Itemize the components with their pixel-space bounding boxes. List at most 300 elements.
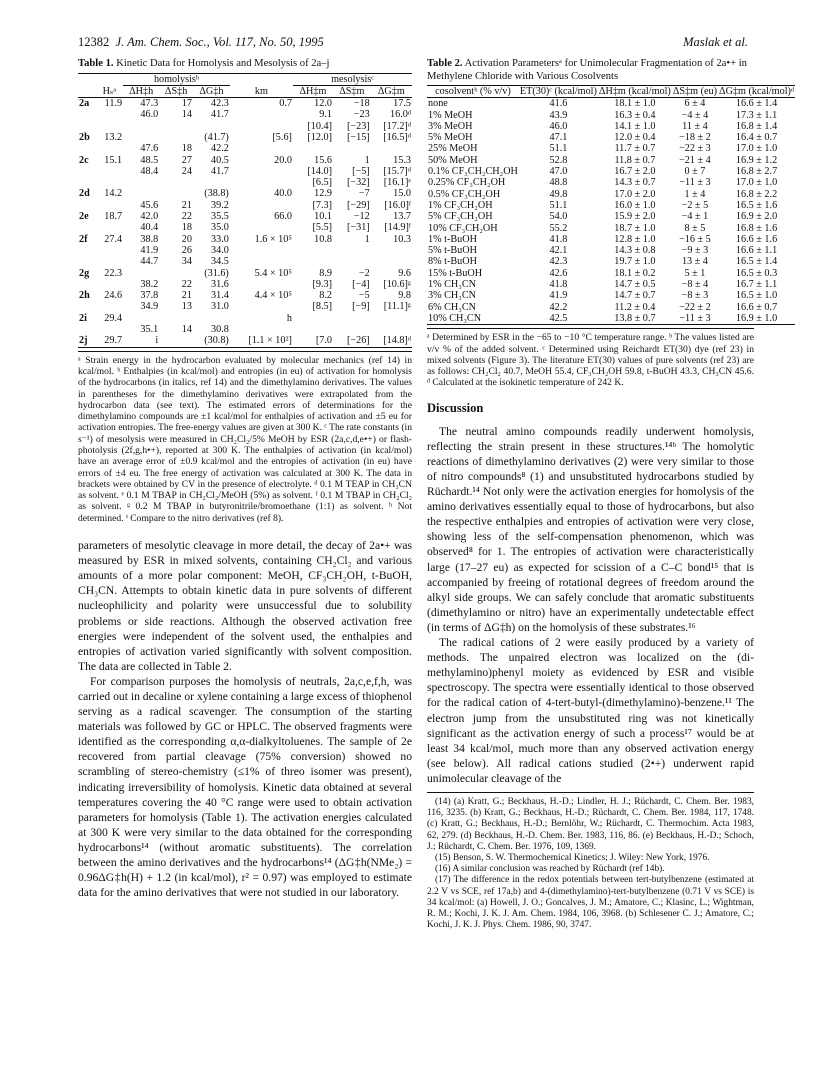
table1-group-mesolysis: mesolysisᶜ	[293, 73, 412, 85]
table1-cell: 17	[181, 98, 192, 110]
table1-row	[78, 222, 412, 233]
table1-cell: 26	[181, 244, 192, 256]
table1-column-header: ΔG‡h	[199, 85, 224, 97]
table1-cell: 22	[181, 278, 192, 290]
table1-cell	[293, 245, 333, 256]
table1-cell: 2h	[79, 290, 90, 302]
table1-cell: 44.7	[140, 256, 159, 268]
table2-cell: −18 ± 2	[679, 132, 711, 144]
table2-cell: 16.5 ± 1.0	[735, 290, 778, 302]
table1-cell: 33.0	[211, 233, 229, 245]
table1-cell: −12	[353, 211, 370, 223]
table1-cell: 29.7	[104, 335, 123, 347]
table1-cell	[293, 256, 333, 267]
table1-cell: 27	[181, 154, 192, 166]
table1-cell: 18.7	[104, 211, 123, 223]
table2-cell: 14.3 ± 0.8	[614, 245, 656, 257]
table1-cell: 0.7	[279, 98, 292, 110]
table1-cell: 47.6	[140, 143, 159, 155]
table1-cell: 27.4	[104, 233, 123, 245]
table2-cell: 15.9 ± 2.0	[614, 211, 656, 223]
table1-cell: 40.0	[274, 188, 292, 200]
table1-cell: −2	[358, 267, 370, 279]
table1-row	[78, 200, 412, 211]
table2-row	[427, 290, 795, 301]
table2-cell: −11 ± 3	[679, 312, 711, 324]
table1-cell	[78, 279, 96, 290]
table1-cell: [14.8]ᵈ	[383, 335, 411, 347]
table1-row	[78, 121, 412, 132]
table1-cell	[96, 143, 123, 154]
table1-cell: [10.4]	[307, 120, 332, 132]
table1-cell: [5.5]	[312, 222, 332, 234]
table1-cell	[230, 279, 293, 290]
table2-cell: 0.25% CF₃CH₂OH	[428, 177, 506, 189]
table1-cell	[159, 177, 193, 188]
table2-cell: 18.1 ± 1.0	[614, 98, 656, 110]
table1-cell: [16.1]ᵉ	[383, 177, 411, 189]
running-header-authors: Maslak et al.	[683, 35, 748, 49]
table2-cell: 10% CF₃CH₂OH	[428, 222, 498, 234]
table1-cell: 35.1	[140, 324, 159, 336]
table1-column-header: ΔS‡m	[339, 85, 365, 97]
table1-cell: 2e	[79, 211, 89, 223]
table1-cell: 1	[364, 154, 370, 166]
table1-row	[78, 301, 412, 312]
table1-cell	[230, 222, 293, 233]
table1-cell: [5.6]	[272, 131, 292, 143]
table1-cell: 38.2	[140, 278, 159, 290]
table1-column-header: Hₛᵃ	[102, 85, 117, 97]
table1-row	[78, 166, 412, 177]
table1-cell: 13.7	[393, 211, 411, 223]
table2-row	[427, 313, 795, 325]
table2-cell: −9 ± 3	[681, 245, 709, 257]
table1-cell: [−23]	[346, 120, 370, 132]
table1-cell	[371, 256, 412, 267]
table1-row	[78, 177, 412, 188]
table2-cell: 1% MeOH	[428, 109, 473, 121]
table2-cell: 19.7 ± 1.0	[614, 256, 656, 268]
table2-cell: none	[428, 98, 448, 110]
table2-row	[427, 245, 795, 256]
table1-cell: 2j	[79, 335, 88, 347]
table1-cell: [−4]	[352, 278, 370, 290]
table2-cell: 14.7 ± 0.7	[614, 290, 656, 302]
table2-cell: 51.1	[549, 143, 568, 155]
table1-cell	[78, 245, 96, 256]
table1-cell	[333, 245, 371, 256]
table2-cell: 5 ± 1	[684, 267, 706, 279]
table2-row	[427, 234, 795, 245]
table1-cell: [14.9]ᶠ	[384, 222, 411, 234]
table2-row	[427, 121, 795, 132]
table1-row	[78, 234, 412, 245]
table1-cell: −5	[358, 290, 370, 302]
table2-cell: 3% MeOH	[428, 120, 473, 132]
left-body-text	[78, 538, 412, 900]
table1-cell	[159, 132, 193, 143]
table1-cell: [12.0]	[307, 131, 332, 143]
table1-cell: 46.0	[140, 109, 159, 121]
table1-cell: [7.0	[315, 335, 332, 347]
table1-cell: 12.9	[314, 188, 332, 200]
table2-cell: 16.9 ± 2.0	[735, 211, 778, 223]
table1-cell: [16.0]ᶠ	[384, 199, 411, 211]
table2-cell: 14.1 ± 1.0	[614, 120, 656, 132]
table1-cell: 5.4 × 10⁵	[254, 267, 292, 279]
table1-cell: [8.5]	[312, 301, 332, 313]
table2-row	[427, 211, 795, 222]
table2-row	[427, 279, 795, 290]
discussion-heading: Discussion	[427, 400, 484, 415]
table1-row	[78, 268, 412, 279]
table2-cell: 5% CF₃CH₂OH	[428, 211, 493, 223]
table1-cell: 16.0ᵈ	[390, 109, 411, 121]
table2-column-header: ΔS‡m (eu)	[672, 86, 718, 97]
table1-cell: 2a	[79, 98, 90, 110]
table2-cell: 48.8	[549, 177, 568, 189]
table1-cell: [−29]	[346, 199, 370, 211]
table2-cell: 14.3 ± 0.7	[614, 177, 656, 189]
table1-cell: 10.1	[314, 211, 332, 223]
table1-cell: 34.9	[140, 301, 159, 313]
table2-cell: 16.7 ± 1.1	[735, 279, 778, 291]
table2-cell: 49.8	[549, 188, 568, 200]
table2-row	[427, 268, 795, 279]
table2-cell: 11.8 ± 0.7	[614, 154, 656, 166]
table1-cell	[78, 301, 96, 312]
table1-cell: 2c	[79, 154, 89, 166]
table1-cell	[78, 143, 96, 154]
table1-cell: 34.5	[211, 256, 229, 268]
table1-cell: 34	[181, 256, 192, 268]
reference-item: (14) (a) Kratt, G.; Beckhaus, H.-D.; Lindler, H. J.; Rüchardt, C. Chem. Ber. 1983, 116, 3235. (b) Kratt, G.; Beckhaus, H.-D.; Rüchardt, C. Chem. Ber. 1984, 117, 1748. (c) Kratt, G.; Beckhaus, H.-D.; Bernlöhr, W.; Rüchardt, C. Thermochim. Acta 1983, 62, 279. (d) Beckhaus, H.-D. Chem. Ber. 1983, 116, 86. (e) Beckhaus, H.-D.; Schoch, J.; Rüchardt, C. Chem. Ber. 1976, 109, 1369.	[427, 796, 754, 852]
table1-cell	[96, 245, 123, 256]
table1-cell: 4.4 × 10⁵	[254, 290, 292, 302]
table1-cell	[96, 109, 123, 120]
table2-cell: 3% CH₃CN	[428, 290, 476, 302]
left-column	[78, 58, 412, 900]
table1-cell: 34.0	[211, 244, 229, 256]
table1-cell: [1.1 × 10²]	[248, 335, 292, 347]
reference-item: (15) Benson, S. W. Thermochemical Kinetics; J. Wiley: New York, 1976.	[435, 852, 710, 863]
table1-cell	[78, 222, 96, 233]
table2-cell: 16.8 ± 1.4	[735, 120, 778, 132]
table2-cell: 41.8	[549, 233, 568, 245]
table1-cell: −18	[353, 98, 370, 110]
table2-row	[427, 256, 795, 267]
table1-row	[78, 279, 412, 290]
table1-row	[78, 256, 412, 267]
table1-cell: 41.9	[140, 244, 159, 256]
table2-cell: 42.6	[549, 267, 568, 279]
table1-row	[78, 155, 412, 166]
table2-cell: 6% CH₃CN	[428, 301, 476, 313]
table1-cell	[371, 143, 412, 154]
table2-cell: 17.0 ± 2.0	[614, 188, 656, 200]
table2-cell: 47.1	[549, 132, 568, 144]
table1-cell: 40.5	[211, 154, 229, 166]
table1-cell: 2b	[79, 131, 90, 143]
table2-cell: 13 ± 4	[681, 256, 708, 268]
table1-cell: 15.1	[104, 154, 123, 166]
table1-cell: 13.2	[104, 131, 123, 143]
table1-cell: 2f	[79, 233, 88, 245]
table2-cell: 15% t-BuOH	[428, 267, 483, 279]
table1-row	[78, 188, 412, 199]
table2-cell: −4 ± 4	[681, 109, 709, 121]
table2-cell: 1% CH₃CN	[428, 279, 476, 291]
table1-cell: 1	[364, 233, 370, 245]
body-paragraph: parameters of mesolytic cleavage in more detail, the decay of 2a•+ was measured by ESR in mixed solvents, containing CH₂Cl₂ and various amounts of a more polar component: MeOH, CF₃CH₂OH, t-BuOH, CH₃CN. Attempts to obtain kinetic data in pure solvents of different nucleophilicity and polarity were unsuccessful due to solubility problems or side reactions. Although the observed activation free energies were independent of the solvent used, the enthalpies and entropies of activation varied significantly with solvent composition. The data are collected in Table 2.	[78, 539, 412, 673]
table1-cell: 31.6	[211, 278, 229, 290]
table2-cell: 16.8 ± 2.7	[735, 166, 778, 178]
table2-cell: 41.8	[549, 279, 568, 291]
table1-cell: 31.4	[211, 290, 229, 302]
table2-cell: 51.1	[549, 199, 568, 211]
table2	[427, 85, 795, 325]
table1-row	[78, 143, 412, 154]
table2-cell: 1% t-BuOH	[428, 233, 477, 245]
table2-cell: 41.9	[549, 290, 568, 302]
table1-cell: [11.1]ᵍ	[383, 301, 411, 313]
table2-cell: 42.3	[549, 256, 568, 268]
table1-cell: 18	[181, 222, 192, 234]
table2-cell: 8% t-BuOH	[428, 256, 477, 268]
table1-cell: 14.2	[104, 188, 123, 200]
table2-row	[427, 177, 795, 188]
table1-cell	[371, 324, 412, 335]
table1-cell: 17.5	[393, 98, 411, 110]
table2-cell: 52.8	[549, 154, 568, 166]
table1-cell: 42.3	[211, 98, 229, 110]
table1-cell	[230, 301, 293, 312]
table2-column-header: cosolventᵇ (% v/v)	[435, 86, 511, 97]
table1-cell: 9.6	[398, 267, 411, 279]
discussion-paragraph: The neutral amino compounds readily underwent homolysis, reflecting the strain present in these structures.¹⁴ᵇ The homolytic reactions of dimethylamino derivatives (2) were very similar to those of nitro compounds⁸ (1) and unsubstituted hydrocarbons studied by Rüchardt.¹⁴ Not only were the activation energies for homolysis of the amino derivatives essentially equal to those of hydrocarbons, but also the respective enthalpies and entropies of activation were very close, showing less of the self-compensation phenomenon, which was observed⁸ for 1. The entropies of activation were characteristically large (17–27 eu) as expected for scission of a C–C bond¹⁵ that is accompanied by freeing of rotational degrees of freedom around the alkyl side groups. We can safely conclude that aromatic substituents (dimethylamino or nitro) have an experimentally undetectable effect (in terms of ΔG‡h) on the homolysis of these substrates.¹⁶	[427, 424, 754, 634]
table2-cell: 16.3 ± 0.4	[614, 109, 656, 121]
table1-cell: (31.6)	[204, 267, 229, 279]
table1-cell	[230, 177, 293, 188]
table1-cell	[159, 335, 193, 347]
table2-cell: −4 ± 1	[681, 211, 709, 223]
table2-cell: 5% t-BuOH	[428, 245, 477, 257]
table1-cell	[230, 166, 293, 177]
table1-cell	[78, 121, 96, 132]
table1-cell	[78, 324, 96, 335]
table1-cell: 41.7	[211, 165, 229, 177]
table1-cell	[230, 143, 293, 154]
table1-cell	[96, 166, 123, 177]
table1-cell: (41.7)	[204, 131, 229, 143]
table1-cell: [7.3]	[312, 199, 332, 211]
table1-cell	[371, 313, 412, 324]
table1-cell: 30.8	[211, 324, 229, 336]
table1-cell	[96, 279, 123, 290]
table1-cell	[230, 245, 293, 256]
table2-cell: 16.0 ± 1.0	[614, 199, 656, 211]
table1-row	[78, 313, 412, 324]
page-number: 12382	[78, 35, 110, 49]
table2-column-header: ΔH‡m (kcal/mol)	[598, 86, 671, 97]
table1-row	[78, 245, 412, 256]
table1-cell	[230, 324, 293, 335]
table1-cell: −7	[358, 188, 370, 200]
table2-cell: 16.9 ± 1.2	[735, 154, 778, 166]
table2-cell: 12.0 ± 0.4	[614, 132, 656, 144]
table2-cell: −22 ± 2	[679, 301, 711, 313]
table1-cell: 37.8	[140, 290, 159, 302]
table1-cell	[78, 177, 96, 188]
table1-cell	[230, 121, 293, 132]
table2-caption: Table 2. Activation Parametersᵃ for Unimolecular Fragmentation of 2a•+ in Methylene Chloride with Various Cosolvents	[427, 58, 747, 82]
table2-cell: 16.9 ± 1.0	[735, 312, 778, 324]
table2-cell: −8 ± 4	[681, 279, 709, 291]
table1-cell: 14	[181, 109, 192, 121]
table1-cell	[293, 313, 333, 324]
table2-cell: 47.0	[549, 166, 568, 178]
table1-cell: 48.4	[140, 165, 159, 177]
table1-cell: [−5]	[352, 165, 370, 177]
table1-cell: 2g	[79, 267, 90, 279]
table1-row	[78, 335, 412, 347]
table1-cell	[193, 121, 230, 132]
table2-cell: 0.5% CF₃CH₂OH	[428, 188, 501, 200]
table1-cell: 35.0	[211, 222, 229, 234]
table1-cell	[78, 200, 96, 211]
table2-cell: 17.0 ± 1.0	[735, 177, 778, 189]
table2-cell: 18.1 ± 0.2	[614, 267, 656, 279]
table1-cell: 20.0	[274, 154, 292, 166]
table1-cell: 8.2	[319, 290, 332, 302]
table2-cell: 16.6 ± 1.1	[735, 245, 778, 257]
table1-cell	[333, 313, 371, 324]
table2-row	[427, 132, 795, 143]
reference-item: (17) The difference in the redox potentials between tert-butylbenzene (estimated at 2.2 V vs SCE, ref 17a,b) and 4-(dimethylamino)-tert-butylbenzene (0.71 V vs SCE) is 34 kcal/mol: (a) Howell, J. O.; Goncalves, J. M.; Amatore, C.; Klasinc, L.; Wightman, R. M.; Kochi, J. K. J. Am. Chem. 1984, 106, 3968. (b) Schlesener C. J.; Amatore, C.; Kochi, J. K. J. Phys. Chem. 1986, 90, 3747.	[427, 875, 754, 931]
table1-cell: 38.8	[140, 233, 159, 245]
table1-cell: 39.2	[211, 199, 229, 211]
table1-cell	[78, 109, 96, 120]
table2-cell: 16.6 ± 1.6	[735, 233, 778, 245]
journal-citation: J. Am. Chem. Soc., Vol. 117, No. 50, 1995	[115, 35, 324, 49]
table1-cell	[123, 132, 159, 143]
table1-cell	[371, 245, 412, 256]
table1-cell: 42.0	[140, 211, 159, 223]
table1-row	[78, 109, 412, 120]
table2-cell: 6 ± 4	[684, 98, 706, 110]
table1-cell: 41.7	[211, 109, 229, 121]
table1-cell: [10.6]ᵍ	[383, 278, 411, 290]
table2-row	[427, 98, 795, 110]
table2-cell: 16.5 ± 1.6	[735, 199, 778, 211]
table1-cell: 10.8	[314, 233, 332, 245]
table1-cell	[293, 143, 333, 154]
table2-cell: 43.9	[549, 109, 568, 121]
table1-cell: [17.2]ᵈ	[383, 120, 411, 132]
table2-cell: 50% MeOH	[428, 154, 478, 166]
table1-cell: 11.9	[104, 98, 123, 110]
table2-row	[427, 166, 795, 177]
table1-cell: 22	[181, 211, 192, 223]
table2-cell: 42.1	[549, 245, 568, 257]
table1-cell: 12.0	[314, 98, 332, 110]
table2-row	[427, 143, 795, 154]
table2-cell: 18.7 ± 1.0	[614, 222, 656, 234]
table2-cell: 8 ± 5	[684, 222, 706, 234]
table1-cell	[230, 200, 293, 211]
table1-cell: 21	[181, 290, 192, 302]
table2-cell: 0 ± 7	[684, 166, 706, 178]
table1-column-header: ΔH‡h	[129, 85, 154, 97]
table1-cell: 18	[181, 143, 192, 155]
table1-cell	[159, 121, 193, 132]
table1-cell	[96, 301, 123, 312]
table1-cell: 15.3	[393, 154, 411, 166]
table2-cell: 12.8 ± 1.0	[614, 233, 656, 245]
table1-cell: (38.8)	[204, 188, 229, 200]
table1-cell	[193, 177, 230, 188]
table1-cell	[159, 268, 193, 279]
table2-cell: 10% CH₃CN	[428, 312, 482, 324]
table1-column-header: km	[254, 85, 268, 97]
table2-cell: 5% MeOH	[428, 132, 473, 144]
table2-row	[427, 155, 795, 166]
table1-cell	[123, 188, 159, 199]
table1-row	[78, 290, 412, 301]
table1-cell: 29.4	[104, 312, 123, 324]
running-header-left	[78, 35, 324, 50]
table2-cell: 1 ± 4	[684, 188, 706, 200]
table1-column-header: ΔH‡m	[299, 85, 327, 97]
table1-cell: i	[155, 335, 159, 347]
table1-column-header: ΔG‡m	[377, 85, 405, 97]
table1-cell: 24	[181, 165, 192, 177]
reference-item: (16) A similar conclusion was reached by Rüchardt (ref 14b).	[435, 864, 665, 875]
table2-cell: 16.5 ± 0.3	[735, 267, 778, 279]
table1-cell: 66.0	[274, 211, 292, 223]
table1-cell	[193, 313, 230, 324]
table1-cell	[333, 143, 371, 154]
table1-cell: 13	[181, 301, 192, 313]
table2-cell: 41.6	[549, 98, 568, 110]
table2-cell: 13.8 ± 0.7	[614, 312, 656, 324]
table1-cell: −23	[353, 109, 370, 121]
table1-column-header: ΔS‡h	[164, 85, 188, 97]
table1-cell: h	[286, 312, 292, 324]
table1-cell: [−9]	[352, 301, 370, 313]
table1-row	[78, 98, 412, 110]
table1-cell	[230, 256, 293, 267]
table1-cell: [−15]	[346, 131, 370, 143]
table1-cell	[78, 166, 96, 177]
table1-cell: 48.5	[140, 154, 159, 166]
table1-cell: 22.3	[104, 267, 123, 279]
table2-cell: 16.7 ± 2.0	[614, 166, 656, 178]
table1-cell: 31.0	[211, 301, 229, 313]
table1-cell: 14	[181, 324, 192, 336]
table1-cell	[333, 256, 371, 267]
references	[427, 792, 754, 931]
body-paragraph: For comparison purposes the homolysis of neutrals, 2a,c,e,f,h, was carried out in decaline or xylene containing a large excess of thiophenol serving as a radical scavenger. The consumption of the starting materials was followed by GC or HPLC. The observed fragments were identified as the corresponding α,α-dialkyltoluenes. The sample of 2e recovered from partial cleavage (75% conversion) showed no scrambling of stereo-chemistry (≤1% of threo isomer was present), indicating irreversibility of homolysis. Kinetic data obtained at several temperatures covering the 40 °C range were used to obtain activation parameters for homolysis (Table 1). The activation energies calculated at 300 K were very similar to the data obtained for the corresponding hydrocarbons¹⁴ (without aromatic substituents). The correlation between the amino derivatives and the hydrocarbons¹⁴ (ΔG‡h(NMe₂) = 0.96ΔG‡h(H) + 1.2 (in kcal/mol), r² = 0.97) was employed to estimate data for the amino derivatives that were not studied in our laboratory.	[78, 674, 412, 900]
table2-cell: 25% MeOH	[428, 143, 478, 155]
table1-cell	[123, 313, 159, 324]
table2-column-header: ΔG‡m (kcal/mol)ᵈ	[719, 86, 795, 97]
table1-cell: 24.6	[104, 290, 123, 302]
table1-cell: 42.2	[211, 143, 229, 155]
table2-cell: 46.0	[549, 120, 568, 132]
discussion-paragraph: The radical cations of 2 were easily produced by a variety of methods. The unpaired electron was localized on the (di-methylamino)phenyl moiety as evidenced by ESR and visible spectroscopy. The spectra were essentially identical to those observed for the radical cation of 4-tert-butyl-(dimethylamino)-benzene.¹¹ The electron jump from the unsubstituted ring was not kinetically significant as the activation energy of such a process¹⁷ would be at least 34 kcal/mol, much more than any observed activation energy (see below). All radical cations studied (2•+) underwent rapid unimolecular cleavage of the	[427, 636, 754, 785]
